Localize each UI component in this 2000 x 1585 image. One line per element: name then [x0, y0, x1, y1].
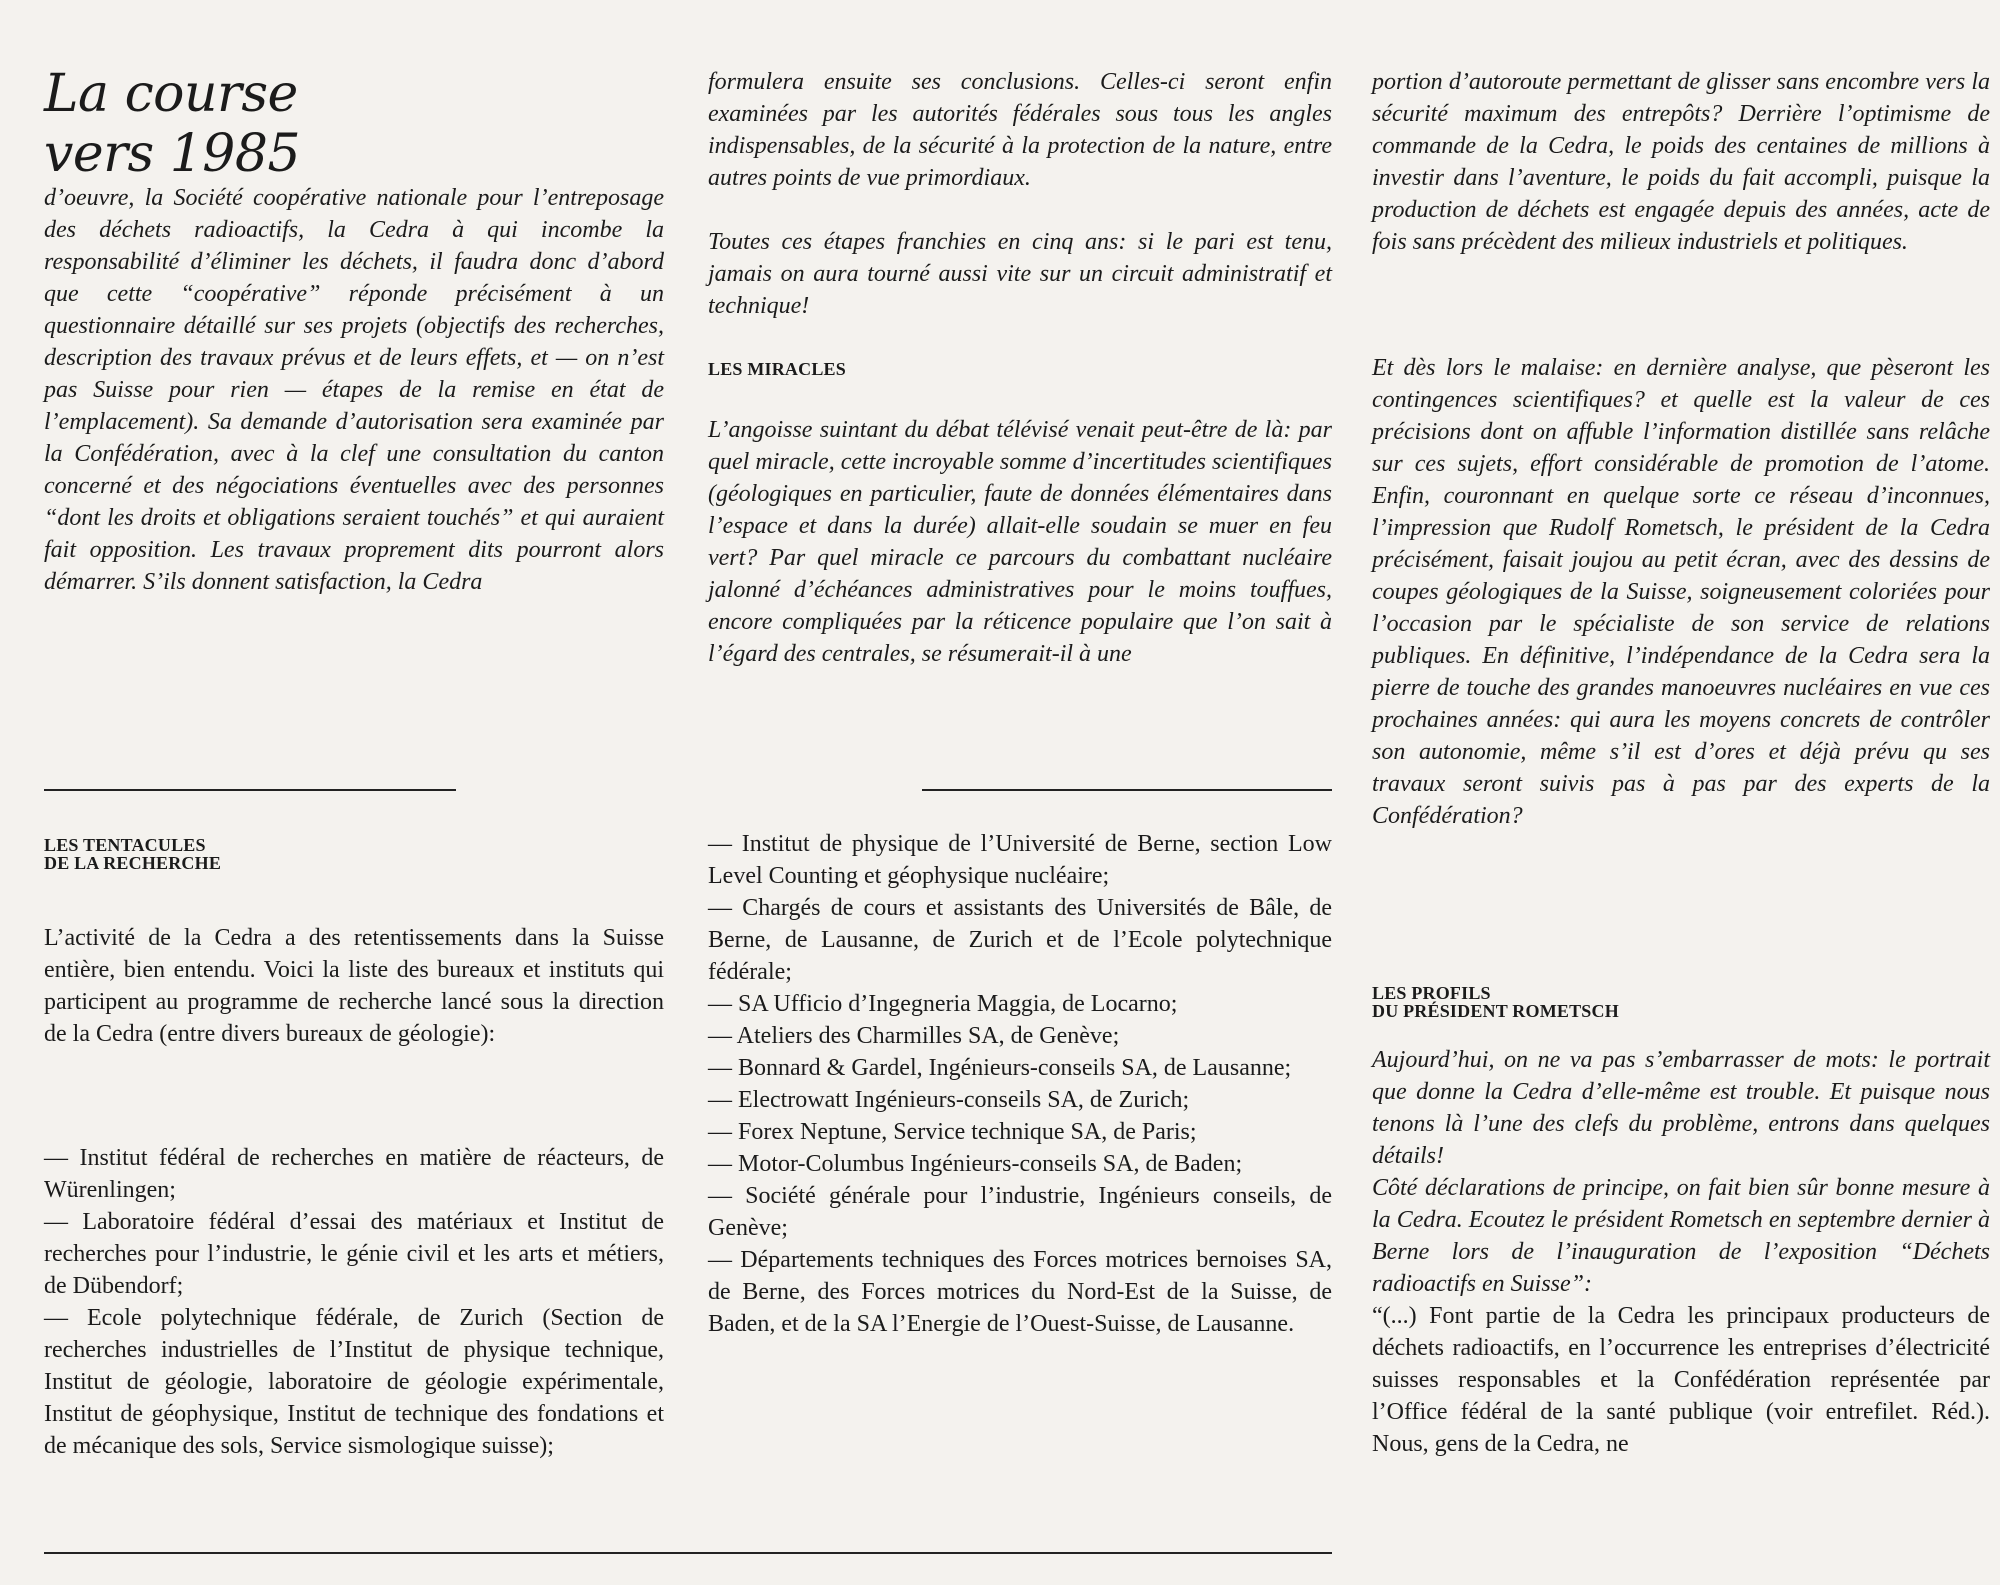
- list-item: — Laboratoire fédéral d’essai des matériaux et Institut de recherches pour l’industrie, le génie civil et les arts et métiers, de Dübendorf;: [44, 1209, 664, 1299]
- section-heading-profils: [1372, 984, 1619, 1020]
- list-item: — Chargés de cours et assistants des Universités de Bâle, de Berne, de Lausanne, de Zurich et de l’Ecole polytechnique fédérale;: [708, 895, 1332, 985]
- research-intro-paragraph: L’activité de la Cedra a des retentissements dans la Suisse entière, bien entendu. Voici la liste des bureaux et instituts qui participent au programme de recherche lancé sous la direction de la Cedra (entre divers bureaux de géologie):: [44, 925, 664, 1047]
- list-item: — Forex Neptune, Service technique SA, de Paris;: [708, 1119, 1197, 1145]
- section-rule-left: [44, 789, 456, 791]
- list-item: — Electrowatt Ingénieurs-conseils SA, de Zurich;: [708, 1087, 1190, 1113]
- heading-line-1: LES PROFILS: [1372, 983, 1491, 1003]
- title-line-1: La course: [44, 64, 298, 124]
- list-item: — Départements techniques des Forces motrices bernoises SA, de Berne, des Forces motrices du Nord-Est de la Suisse, de Baden, et de la SA l’Energie de l’Ouest-Suisse, de Lausanne.: [708, 1247, 1332, 1337]
- bottom-rule: [44, 1552, 1332, 1554]
- research-list-left: [44, 1142, 664, 1462]
- heading-line-2: DE LA RECHERCHE: [44, 853, 222, 873]
- list-item: — Motor-Columbus Ingénieurs-conseils SA, de Baden;: [708, 1151, 1243, 1177]
- paragraph-portrait: Aujourd’hui, on ne va pas s’embarrasser de mots: le portrait que donne la Cedra d’elle-même est trouble. Et puisque nous tenons là l’une des clefs du problème, entrons dans quelques détails!: [1372, 1047, 1990, 1169]
- intro-paragraph: d’oeuvre, la Société coopérative nationale pour l’entreposage des déchets radioactifs, la Cedra à qui incombe la responsabilité d’éliminer les déchets, il faudra donc d’abord que cette “coopérative” réponde précisément à un questionnaire détaillé sur ses projets (objectifs des recherches, description des travaux prévus et de leurs effets, et — on n’est pas Suisse pour rien — étapes de la remise en état de l’emplacement). Sa demande d’autorisation sera examinée par la Confédération, avec à la clef une consultation du canton concerné et des négociations éventuelles avec des personnes “dont les droits et obligations seraient touchés” et qui auraient fait opposition. Les travaux proprement dits pourront alors démarrer. S’ils donnent satisfaction, la Cedra: [44, 185, 664, 595]
- paragraph-malaise: Et dès lors le malaise: en dernière analyse, que pèseront les contingences scientifiques? et quelle est la valeur de ces précisions dont on affuble l’information distillée sans relâche sur ces sujets, effort considérable de promotion de l’atome. Enfin, couronnant en quelque sorte ce réseau d’inconnues, l’impression que Rudolf Rometsch, le président de la Cedra précisément, faisait joujou au petit écran, avec des dessins de coupes géologiques de la Suisse, soigneusement coloriées pour l’occasion par le spécialiste de son service de relations publiques. En définitive, l’indépendance de la Cedra sera la pierre de touche des grandes manoeuvres nucléaires en vue ces prochaines années: qui aura les moyens concrets de contrôler son autonomie, même s’il est d’ores et déjà prévu qu ses travaux seront suivis pas à pas par des experts de la Confédération?: [1372, 355, 1990, 829]
- list-item: — Ecole polytechnique fédérale, de Zurich (Section de recherches industrielles de l’Institut de physique technique, Institut de géologie, laboratoire de géologie expérimentale, Institut de géophysique, Institut de technique des fondations et de mécanique des sols, Service sismologique suisse);: [44, 1305, 664, 1459]
- heading-line-2: DU PRÉSIDENT ROMETSCH: [1372, 1001, 1619, 1021]
- list-item: — Institut fédéral de recherches en matière de réacteurs, de Würenlingen;: [44, 1145, 664, 1203]
- list-item: — Institut de physique de l’Université de Berne, section Low Level Counting et géophysique nucléaire;: [708, 831, 1332, 889]
- section-heading-miracles: LES MIRACLES: [708, 359, 846, 379]
- section-rule-middle: [922, 789, 1332, 791]
- article-title: [44, 64, 300, 184]
- paragraph-declarations: Côté déclarations de principe, on fait bien sûr bonne mesure à la Cedra. Ecoutez le président Rometsch en septembre dernier à Berne lors de l’inauguration de l’exposition “Déchets radioactifs en Suisse”:: [1372, 1175, 1990, 1297]
- list-item: — Bonnard & Gardel, Ingénieurs-conseils SA, de Lausanne;: [708, 1055, 1292, 1081]
- list-item: — Ateliers des Charmilles SA, de Genève;: [708, 1023, 1120, 1049]
- research-list-middle: [708, 828, 1332, 1340]
- title-line-2: vers 1985: [44, 124, 301, 184]
- paragraph-steps: Toutes ces étapes franchies en cinq ans: si le pari est tenu, jamais on aura tourné aussi vite sur un circuit administratif et technique!: [708, 229, 1332, 319]
- heading-line-1: LES TENTACULES: [44, 835, 206, 855]
- section-heading-research: [44, 836, 221, 872]
- paragraph-conclusions: formulera ensuite ses conclusions. Celles-ci seront enfin examinées par les autorités fédérales sous tous les angles indispensables, de la sécurité à la protection de la nature, entre autres points de vue primordiaux.: [708, 69, 1332, 191]
- list-item: — Société générale pour l’industrie, Ingénieurs conseils, de Genève;: [708, 1183, 1332, 1241]
- paragraph-quote: “(...) Font partie de la Cedra les principaux producteurs de déchets radioactifs, en l’occurrence les entreprises d’électricité suisses responsables et la Confédération représentée par l’Office fédéral de la santé publique (voir entrefilet. Réd.). Nous, gens de la Cedra, ne: [1372, 1303, 1990, 1457]
- list-item: — SA Ufficio d’Ingegneria Maggia, de Locarno;: [708, 991, 1178, 1017]
- paragraph-miracles: L’angoisse suintant du débat télévisé venait peut-être de là: par quel miracle, cette incroyable somme d’incertitudes scientifiques (géologiques en particulier, faute de données élémentaires dans l’espace et dans la durée) allait-elle soudain se muer en feu vert? Par quel miracle ce parcours du combattant nucléaire jalonné d’échéances administratives pour le moins touffues, encore compliquées par la réticence populaire que l’on sait à l’égard des centrales, se résumerait-il à une: [708, 417, 1332, 667]
- paragraph-autoroute: portion d’autoroute permettant de glisser sans encombre vers la sécurité maximum des entrepôts? Derrière l’optimisme de commande de la Cedra, le poids des centaines de millions à investir dans l’aventure, le poids du fait accompli, puisque la production de déchets est engagée depuis des années, acte de fois sans précèdent des milieux industriels et politiques.: [1372, 69, 1990, 255]
